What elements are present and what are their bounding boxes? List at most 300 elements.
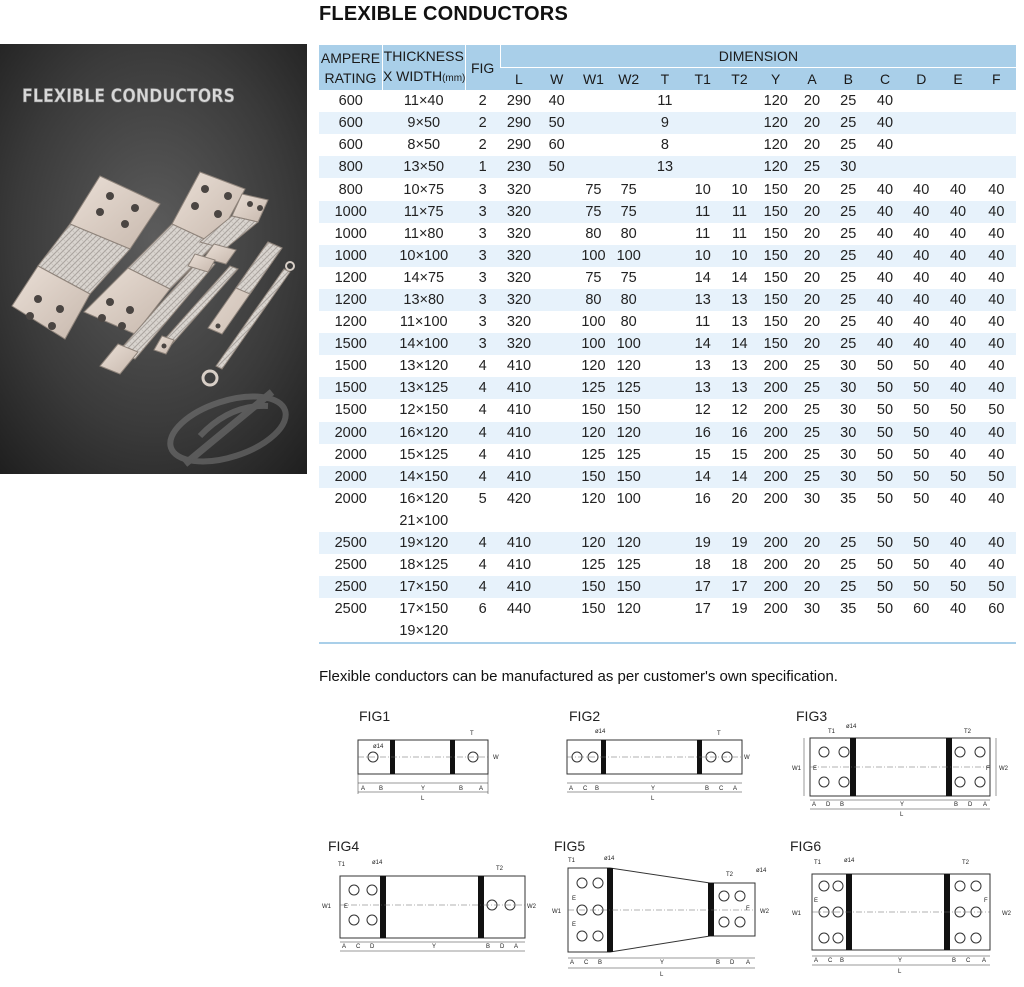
table-cell: 410: [500, 355, 537, 377]
table-row: [319, 576, 1016, 598]
table-row-continuation: [319, 510, 1016, 532]
table-cell: 40: [903, 289, 939, 311]
table-cell: 440: [500, 598, 537, 620]
table-cell: 40: [867, 267, 903, 289]
table-cell: [684, 156, 722, 178]
table-row: [319, 532, 1016, 554]
table-cell: [722, 112, 757, 134]
table-cell: 1200: [319, 289, 382, 311]
table-cell: 125: [576, 377, 611, 399]
table-row: [319, 289, 1016, 311]
svg-text:L: L: [900, 812, 904, 818]
table-cell: 4: [465, 554, 500, 576]
table-cell: 50: [538, 156, 576, 178]
table-cell: 15×125: [382, 444, 465, 466]
table-cell: 800: [319, 156, 382, 178]
table-cell: 410: [500, 444, 537, 466]
table-cell: 40: [867, 311, 903, 333]
table-cell: 50: [867, 377, 903, 399]
table-cell: 75: [576, 267, 611, 289]
table-cell: [576, 156, 611, 178]
table-cell: 40: [977, 311, 1016, 333]
table-cell: 40: [939, 245, 976, 267]
table-cell: [611, 112, 646, 134]
table-cell: [867, 620, 903, 643]
svg-text:ø14: ø14: [373, 744, 384, 750]
table-cell: 17×150: [382, 576, 465, 598]
fig1-diagram: [355, 708, 505, 803]
svg-text:C: C: [583, 786, 588, 792]
header-dim-y: Y: [757, 68, 794, 91]
table-cell: [939, 510, 976, 532]
table-cell: 3: [465, 245, 500, 267]
table-cell: 30: [830, 355, 867, 377]
table-cell: 150: [757, 333, 794, 355]
table-cell: 40: [977, 333, 1016, 355]
header-dim-t1: T1: [684, 68, 722, 91]
table-cell: 30: [794, 488, 829, 510]
table-cell: 120: [611, 532, 646, 554]
table-cell: 125: [576, 554, 611, 576]
table-row: [319, 422, 1016, 444]
table-cell: 21×100: [382, 510, 465, 532]
table-cell: [646, 311, 683, 333]
table-row: [319, 245, 1016, 267]
table-cell: 25: [794, 156, 829, 178]
table-cell: 25: [830, 333, 867, 355]
table-cell: 19×120: [382, 532, 465, 554]
svg-text:F: F: [746, 906, 750, 912]
svg-text:W: W: [744, 755, 750, 761]
table-cell: [722, 134, 757, 156]
fig3-label: FIG3: [796, 708, 828, 724]
table-cell: 8×50: [382, 134, 465, 156]
table-cell: 6: [465, 598, 500, 620]
table-cell: 20: [794, 333, 829, 355]
header-dim-a: A: [794, 68, 829, 91]
svg-text:T: T: [470, 731, 474, 737]
table-cell: 11: [684, 201, 722, 223]
table-cell: 11: [722, 223, 757, 245]
table-cell: 3: [465, 201, 500, 223]
table-cell: 40: [538, 90, 576, 112]
table-row: [319, 333, 1016, 355]
table-cell: 1200: [319, 311, 382, 333]
table-cell: 35: [830, 488, 867, 510]
table-cell: 40: [939, 267, 976, 289]
header-dim-b: B: [830, 68, 867, 91]
table-cell: 80: [611, 223, 646, 245]
table-row: [319, 90, 1016, 112]
table-cell: 50: [867, 355, 903, 377]
table-row: [319, 267, 1016, 289]
table-cell: [646, 355, 683, 377]
table-cell: 10: [722, 245, 757, 267]
table-row: [319, 488, 1016, 510]
table-cell: 40: [939, 422, 976, 444]
fig5-label: FIG5: [554, 838, 586, 854]
table-cell: [722, 510, 757, 532]
table-cell: 200: [757, 444, 794, 466]
table-cell: 50: [939, 399, 976, 421]
table-cell: 40: [939, 223, 976, 245]
table-cell: 25: [794, 399, 829, 421]
table-cell: 50: [867, 554, 903, 576]
table-cell: 40: [939, 355, 976, 377]
table-cell: 2500: [319, 554, 382, 576]
spec-table-container: [319, 45, 1016, 644]
table-cell: 125: [611, 377, 646, 399]
table-row: [319, 178, 1016, 200]
table-cell: 410: [500, 532, 537, 554]
svg-text:L: L: [898, 969, 902, 975]
svg-text:B: B: [952, 958, 957, 964]
table-cell: 50: [538, 112, 576, 134]
table-cell: 320: [500, 267, 537, 289]
table-cell: 40: [939, 311, 976, 333]
table-cell: [646, 178, 683, 200]
table-cell: 150: [576, 598, 611, 620]
table-cell: 30: [830, 466, 867, 488]
table-cell: 14×75: [382, 267, 465, 289]
table-cell: 200: [757, 355, 794, 377]
table-cell: 150: [757, 245, 794, 267]
table-cell: 14: [722, 267, 757, 289]
table-cell: 17×150: [382, 598, 465, 620]
table-cell: 20: [794, 554, 829, 576]
table-cell: 320: [500, 201, 537, 223]
table-row: [319, 112, 1016, 134]
table-cell: [646, 510, 683, 532]
table-row: [319, 156, 1016, 178]
table-cell: 410: [500, 399, 537, 421]
table-cell: [646, 554, 683, 576]
table-cell: 17: [722, 576, 757, 598]
table-cell: 100: [611, 488, 646, 510]
fig2-diagram: [565, 708, 750, 803]
table-cell: [646, 201, 683, 223]
table-cell: 50: [903, 377, 939, 399]
svg-text:W1: W1: [322, 904, 331, 910]
header-dim-c: C: [867, 68, 903, 91]
table-cell: 19×120: [382, 620, 465, 643]
svg-text:W2: W2: [999, 766, 1008, 772]
table-cell: 18×125: [382, 554, 465, 576]
table-cell: 230: [500, 156, 537, 178]
header-dim-d: D: [903, 68, 939, 91]
table-cell: 13: [722, 289, 757, 311]
table-cell: 11: [722, 201, 757, 223]
table-cell: 25: [794, 377, 829, 399]
table-cell: 60: [903, 598, 939, 620]
table-cell: 40: [903, 333, 939, 355]
table-cell: 20: [794, 576, 829, 598]
table-cell: [757, 620, 794, 643]
svg-text:ø14: ø14: [846, 724, 857, 730]
svg-text:B: B: [954, 802, 959, 808]
table-cell: 50: [939, 466, 976, 488]
photo-caption: FLEXIBLE CONDUCTORS: [22, 85, 235, 107]
table-cell: 50: [939, 576, 976, 598]
table-cell: [903, 90, 939, 112]
table-cell: 25: [830, 112, 867, 134]
table-cell: [939, 90, 976, 112]
table-cell: 25: [830, 201, 867, 223]
table-cell: 125: [611, 444, 646, 466]
table-cell: 25: [830, 554, 867, 576]
table-cell: [538, 510, 576, 532]
table-cell: [538, 377, 576, 399]
svg-text:D: D: [968, 802, 973, 808]
table-cell: 40: [977, 245, 1016, 267]
table-cell: 25: [794, 444, 829, 466]
table-cell: 25: [830, 134, 867, 156]
table-cell: 40: [939, 178, 976, 200]
table-cell: 12×150: [382, 399, 465, 421]
table-cell: 40: [939, 532, 976, 554]
table-cell: 4: [465, 466, 500, 488]
table-cell: 11: [684, 311, 722, 333]
table-cell: 16: [722, 422, 757, 444]
table-cell: 25: [830, 576, 867, 598]
table-cell: 150: [757, 289, 794, 311]
table-cell: 1500: [319, 333, 382, 355]
svg-text:B: B: [716, 960, 721, 966]
table-cell: 120: [611, 422, 646, 444]
table-cell: 10: [684, 245, 722, 267]
header-fig: FIG: [465, 45, 500, 90]
table-cell: 40: [903, 178, 939, 200]
svg-text:A: A: [983, 802, 988, 808]
svg-text:Y: Y: [651, 786, 656, 792]
table-cell: 25: [830, 178, 867, 200]
table-cell: 3: [465, 267, 500, 289]
table-cell: 75: [611, 201, 646, 223]
table-cell: 100: [611, 245, 646, 267]
header-thickness-width: THICKNESS X WIDTH(mm): [382, 45, 465, 90]
table-cell: 3: [465, 223, 500, 245]
table-cell: [646, 576, 683, 598]
svg-text:E: E: [344, 904, 349, 910]
table-cell: 11: [646, 90, 683, 112]
svg-text:T2: T2: [496, 866, 504, 872]
table-row-continuation: [319, 620, 1016, 643]
table-cell: 200: [757, 554, 794, 576]
table-cell: 14: [684, 267, 722, 289]
table-cell: 20: [794, 289, 829, 311]
table-cell: 25: [830, 311, 867, 333]
table-cell: 30: [830, 444, 867, 466]
svg-text:A: A: [514, 944, 519, 950]
table-cell: 150: [611, 399, 646, 421]
table-cell: 14: [684, 466, 722, 488]
table-cell: 19: [684, 532, 722, 554]
table-cell: 2000: [319, 422, 382, 444]
table-cell: 40: [867, 112, 903, 134]
table-cell: 320: [500, 311, 537, 333]
table-cell: 40: [867, 223, 903, 245]
table-cell: 12: [722, 399, 757, 421]
table-cell: [903, 112, 939, 134]
table-cell: 200: [757, 466, 794, 488]
table-cell: [646, 333, 683, 355]
table-cell: 150: [757, 223, 794, 245]
svg-text:Y: Y: [421, 786, 426, 792]
svg-text:C: C: [719, 786, 724, 792]
table-cell: 50: [867, 488, 903, 510]
table-cell: 30: [794, 598, 829, 620]
table-cell: 9: [646, 112, 683, 134]
table-cell: 200: [757, 422, 794, 444]
svg-text:A: A: [814, 958, 819, 964]
table-row: [319, 134, 1016, 156]
table-cell: 50: [903, 554, 939, 576]
table-cell: [684, 620, 722, 643]
table-cell: [977, 134, 1016, 156]
table-cell: 600: [319, 90, 382, 112]
table-cell: 1500: [319, 355, 382, 377]
svg-text:C: C: [828, 958, 833, 964]
table-cell: 80: [611, 289, 646, 311]
table-cell: 50: [903, 399, 939, 421]
svg-text:W1: W1: [552, 909, 561, 915]
svg-text:A: A: [733, 786, 738, 792]
fig6-label: FIG6: [790, 838, 822, 854]
table-cell: 50: [867, 422, 903, 444]
svg-text:ø14: ø14: [756, 868, 767, 874]
svg-text:B: B: [840, 958, 845, 964]
table-cell: [538, 267, 576, 289]
table-cell: [867, 156, 903, 178]
table-cell: 10×75: [382, 178, 465, 200]
svg-text:L: L: [651, 796, 655, 802]
table-cell: 40: [867, 178, 903, 200]
svg-text:E: E: [813, 766, 818, 772]
table-cell: 25: [830, 245, 867, 267]
table-cell: 40: [867, 333, 903, 355]
table-row: [319, 377, 1016, 399]
table-cell: 40: [977, 267, 1016, 289]
table-cell: [867, 510, 903, 532]
table-cell: 50: [867, 466, 903, 488]
table-cell: 13: [722, 311, 757, 333]
table-cell: 4: [465, 444, 500, 466]
table-cell: 20: [794, 201, 829, 223]
table-cell: 1000: [319, 245, 382, 267]
table-cell: [646, 245, 683, 267]
table-cell: [538, 289, 576, 311]
table-cell: 40: [867, 134, 903, 156]
table-cell: [830, 510, 867, 532]
table-cell: 290: [500, 112, 537, 134]
table-cell: 120: [576, 422, 611, 444]
svg-text:B: B: [840, 802, 845, 808]
table-cell: [611, 134, 646, 156]
table-cell: 40: [977, 532, 1016, 554]
svg-text:T2: T2: [962, 860, 970, 866]
table-cell: [500, 620, 537, 643]
table-cell: 2000: [319, 466, 382, 488]
table-cell: 50: [903, 466, 939, 488]
table-cell: 3: [465, 311, 500, 333]
table-cell: [576, 620, 611, 643]
table-cell: [757, 510, 794, 532]
table-cell: 2000: [319, 444, 382, 466]
table-cell: 2: [465, 112, 500, 134]
header-dim-e: E: [939, 68, 976, 91]
table-cell: [722, 90, 757, 112]
table-cell: 16: [684, 422, 722, 444]
table-cell: 11×100: [382, 311, 465, 333]
table-cell: [538, 399, 576, 421]
table-cell: 4: [465, 399, 500, 421]
table-cell: [903, 620, 939, 643]
table-cell: [903, 510, 939, 532]
table-cell: [977, 620, 1016, 643]
table-cell: 40: [867, 245, 903, 267]
svg-text:B: B: [379, 786, 384, 792]
table-cell: 75: [576, 178, 611, 200]
table-cell: [939, 156, 976, 178]
table-cell: 40: [939, 201, 976, 223]
table-cell: 120: [611, 355, 646, 377]
table-cell: 4: [465, 355, 500, 377]
table-cell: [538, 532, 576, 554]
table-cell: 17: [684, 598, 722, 620]
table-cell: 16×120: [382, 422, 465, 444]
svg-text:A: A: [746, 960, 751, 966]
table-cell: 200: [757, 399, 794, 421]
svg-text:Y: Y: [660, 960, 665, 966]
table-cell: 10×100: [382, 245, 465, 267]
table-cell: [646, 399, 683, 421]
svg-text:T1: T1: [814, 860, 822, 866]
table-cell: 1500: [319, 377, 382, 399]
table-cell: [538, 223, 576, 245]
table-cell: 120: [757, 90, 794, 112]
table-cell: 4: [465, 422, 500, 444]
table-cell: 30: [830, 422, 867, 444]
table-cell: 13: [722, 377, 757, 399]
table-cell: 14: [684, 333, 722, 355]
table-cell: [576, 90, 611, 112]
svg-text:T2: T2: [964, 729, 972, 735]
table-cell: 20: [794, 134, 829, 156]
table-cell: [646, 422, 683, 444]
table-cell: 14: [722, 466, 757, 488]
table-cell: 25: [794, 355, 829, 377]
spec-table: [319, 45, 1016, 644]
table-cell: 13×80: [382, 289, 465, 311]
table-cell: [576, 134, 611, 156]
svg-text:ø14: ø14: [372, 860, 383, 866]
table-cell: 75: [576, 201, 611, 223]
table-cell: 25: [794, 466, 829, 488]
table-cell: 5: [465, 488, 500, 510]
table-cell: [684, 510, 722, 532]
table-row: [319, 355, 1016, 377]
table-cell: [538, 355, 576, 377]
table-cell: 40: [903, 223, 939, 245]
header-dim-w2: W2: [611, 68, 646, 91]
table-cell: 20: [794, 245, 829, 267]
fig5-diagram: [550, 838, 780, 987]
table-cell: [646, 377, 683, 399]
table-cell: 3: [465, 289, 500, 311]
table-cell: 20: [722, 488, 757, 510]
table-cell: 125: [611, 554, 646, 576]
table-cell: 100: [576, 311, 611, 333]
